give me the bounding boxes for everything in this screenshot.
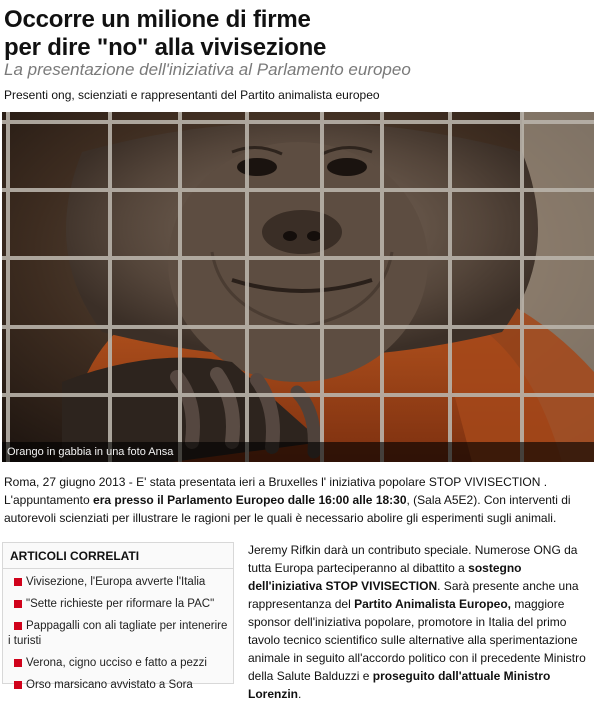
related-article-item[interactable]	[8, 597, 229, 612]
lead-bold-1: era presso il Parlamento Europeo dalle 16:00 alle 18:30	[93, 493, 407, 507]
lead-text-4: autorevoli scienziati per illustrare le ragioni per le quali è necessario abolire gli esperimenti sugli animali.	[4, 511, 557, 525]
body-bold-1: sostegno dell'iniziativa STOP VIVISECTION	[248, 561, 522, 593]
article-body-paragraph	[248, 541, 596, 703]
related-article-link[interactable]: Pappagalli con ali tagliate per intenerire i turisti	[8, 620, 228, 647]
related-article-item[interactable]	[8, 656, 229, 671]
bullet-icon	[14, 578, 22, 586]
related-article-item[interactable]	[8, 619, 229, 649]
bullet-icon	[14, 622, 22, 630]
body-text-4: .	[298, 687, 302, 701]
body-bold-2: Partito Animalista Europeo,	[354, 597, 511, 611]
bullet-icon	[14, 600, 22, 608]
photo-caption: Orango in gabbia in una foto Ansa	[2, 442, 594, 462]
headline-line-1: Occorre un milione di firme	[4, 6, 311, 33]
lead-text-2: L'appuntamento	[4, 493, 94, 507]
related-article-item[interactable]	[8, 575, 229, 590]
related-articles-title: ARTICOLI CORRELATI	[3, 543, 233, 569]
body-text-1: Jeremy Rifkin darà un contributo speciale. Numerose ONG da tutta Europa parteciperanno al dibattito a	[248, 543, 578, 575]
lead-text-1: Roma, 27 giugno 2013 - E' stata presentata ieri a Bruxelles l' iniziativa popolare STOP VIVISECTION .	[4, 475, 548, 489]
article-lead-paragraph	[4, 473, 594, 527]
body-text-2: . Sarà presente anche una rappresentanza del	[248, 579, 579, 611]
article-subheadline: La presentazione dell'iniziativa al Parlamento europeo	[4, 60, 411, 79]
orangutan-cage-image	[2, 112, 594, 462]
related-article-link[interactable]: Verona, cigno ucciso e fatto a pezzi	[26, 657, 207, 669]
related-article-link[interactable]: Orso marsicano avvistato a Sora	[26, 679, 193, 691]
lead-text-3: , (Sala A5E2). Con interventi di	[406, 493, 571, 507]
related-articles-box	[2, 542, 234, 691]
headline-line-2: per dire "no" alla vivisezione	[4, 34, 327, 61]
related-article-link[interactable]: Vivisezione, l'Europa avverte l'Italia	[26, 576, 206, 588]
related-article-link[interactable]: "Sette richieste per riformare la PAC"	[26, 598, 215, 610]
related-article-item[interactable]	[8, 678, 229, 693]
related-articles-list	[3, 569, 233, 693]
article-summary: Presenti ong, scienziati e rappresentanti del Partito animalista europeo	[4, 88, 380, 102]
body-text-3: maggiore sponsor dell'iniziativa popolare, promotore in Italia del primo tavolo tecnico scientifico sulle alternative alla sperimentazione animale in seguito all'accordo politico con il precedente Ministro della Salute Balduzzi e	[248, 597, 586, 683]
article-headline	[4, 6, 594, 62]
bullet-icon	[14, 659, 22, 667]
body-bold-3: proseguito dall'attuale Ministro Lorenzin	[248, 669, 551, 701]
bullet-icon	[14, 681, 22, 689]
article-photo	[2, 112, 594, 462]
